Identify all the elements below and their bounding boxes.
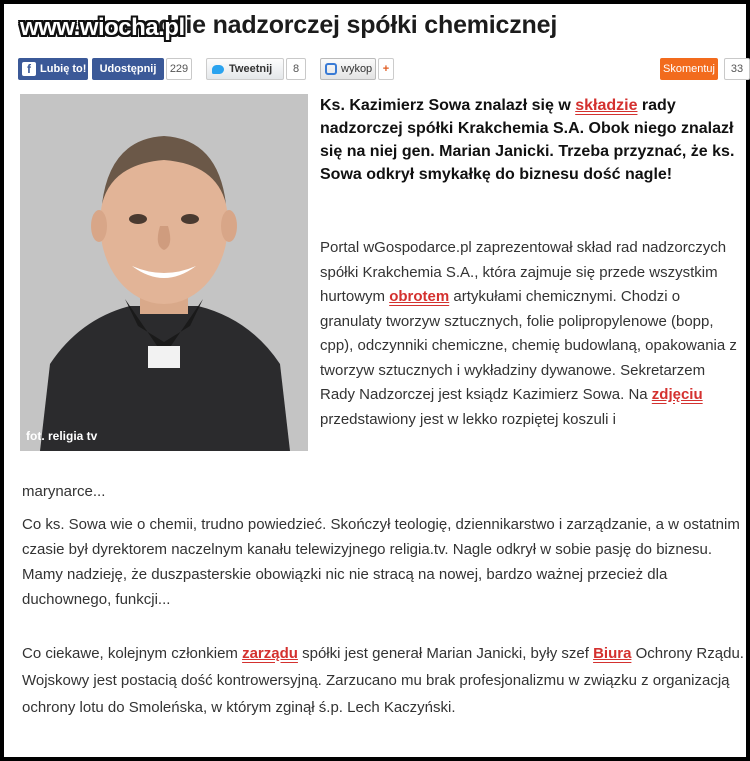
- article-paragraph-3: Co ciekawe, kolejnym członkiem zarządu spółki jest generał Marian Janicki, były szef Biura Ochrony Rządu. Wojskowy jest postacią dość kontrowersyjną. Zarzucano mu brak profesjonalizmu w związku z organizacją ochrony lotu do Smoleńska, w którym zginął ś.p. Lech Kaczyński.: [22, 645, 744, 716]
- tweet-count: 8: [286, 58, 306, 80]
- wykop-plus-button[interactable]: +: [378, 58, 394, 80]
- article-photo: [20, 94, 308, 451]
- article-paragraph-1-end: marynarce...: [22, 483, 106, 500]
- site-watermark: www.wiocha.pl: [20, 14, 185, 41]
- photo-caption: fot. religia tv: [26, 429, 98, 443]
- fb-share-count: 229: [166, 58, 192, 80]
- fb-share-button[interactable]: Udostępnij: [92, 58, 164, 80]
- article-lead: Ks. Kazimierz Sowa znalazł się w składzie rady nadzorczej spółki Krakchemia S.A. Obok niego znalazł się na niej gen. Marian Janicki. Trzeba przyznać, że ks. Sowa odkrył smykałkę do biznesu dość nagle!: [320, 97, 735, 183]
- comment-button[interactable]: Skomentuj: [660, 58, 718, 80]
- article-headline: dzie nadzorczej spółki chemicznej: [158, 11, 558, 39]
- keyword-link[interactable]: obrotem: [389, 288, 450, 305]
- wykop-button[interactable]: wykop: [320, 58, 376, 80]
- twitter-bird-icon: [212, 65, 224, 74]
- share-bar: [18, 58, 746, 82]
- article-paragraph-2: Co ks. Sowa wie o chemii, trudno powiedzieć. Skończył teologię, dziennikarstwo i zarządzanie, a w ostatnim czasie był dyrektorem naczelnym kanału telewizyjnego religia.tv. Nagle odkrył w sobie pasję do biznesu. Mamy nadzieję, że duszpasterskie obowiązki nic nie stracą na nowej, bardzo ważnej przecież dla duchownego, funkcji...: [22, 516, 740, 608]
- fb-like-button[interactable]: f Lubię to!: [18, 58, 88, 80]
- article-paragraph-1: Portal wGospodarce.pl zaprezentował skład rad nadzorczych spółki Krakchemia S.A., która zajmuje się przede wszystkim hurtowym obrotem artykułami chemicznymi. Chodzi o granulaty tworzyw sztucznych, folie polipropylenowe (bopp, cpp), odczynniki chemiczne, chemię budowlaną, opakowania z tworzyw sztucznych i wykładziny dywanowe. Sekretarzem Rady Nadzorczej jest ksiądz Kazimierz Sowa. Na zdjęciu przedstawiony jest w lekko rozpiętej koszuli i: [320, 239, 737, 428]
- wykop-icon: [325, 63, 337, 75]
- facebook-icon: f: [22, 62, 36, 76]
- keyword-link[interactable]: zarządu: [242, 645, 298, 662]
- keyword-link[interactable]: Biura: [593, 645, 632, 662]
- tweet-button[interactable]: Tweetnij: [206, 58, 284, 80]
- comment-count: 33: [724, 58, 750, 80]
- keyword-link[interactable]: składzie: [575, 97, 638, 114]
- priest-portrait-icon: [20, 94, 308, 451]
- keyword-link[interactable]: zdjęciu: [651, 386, 703, 403]
